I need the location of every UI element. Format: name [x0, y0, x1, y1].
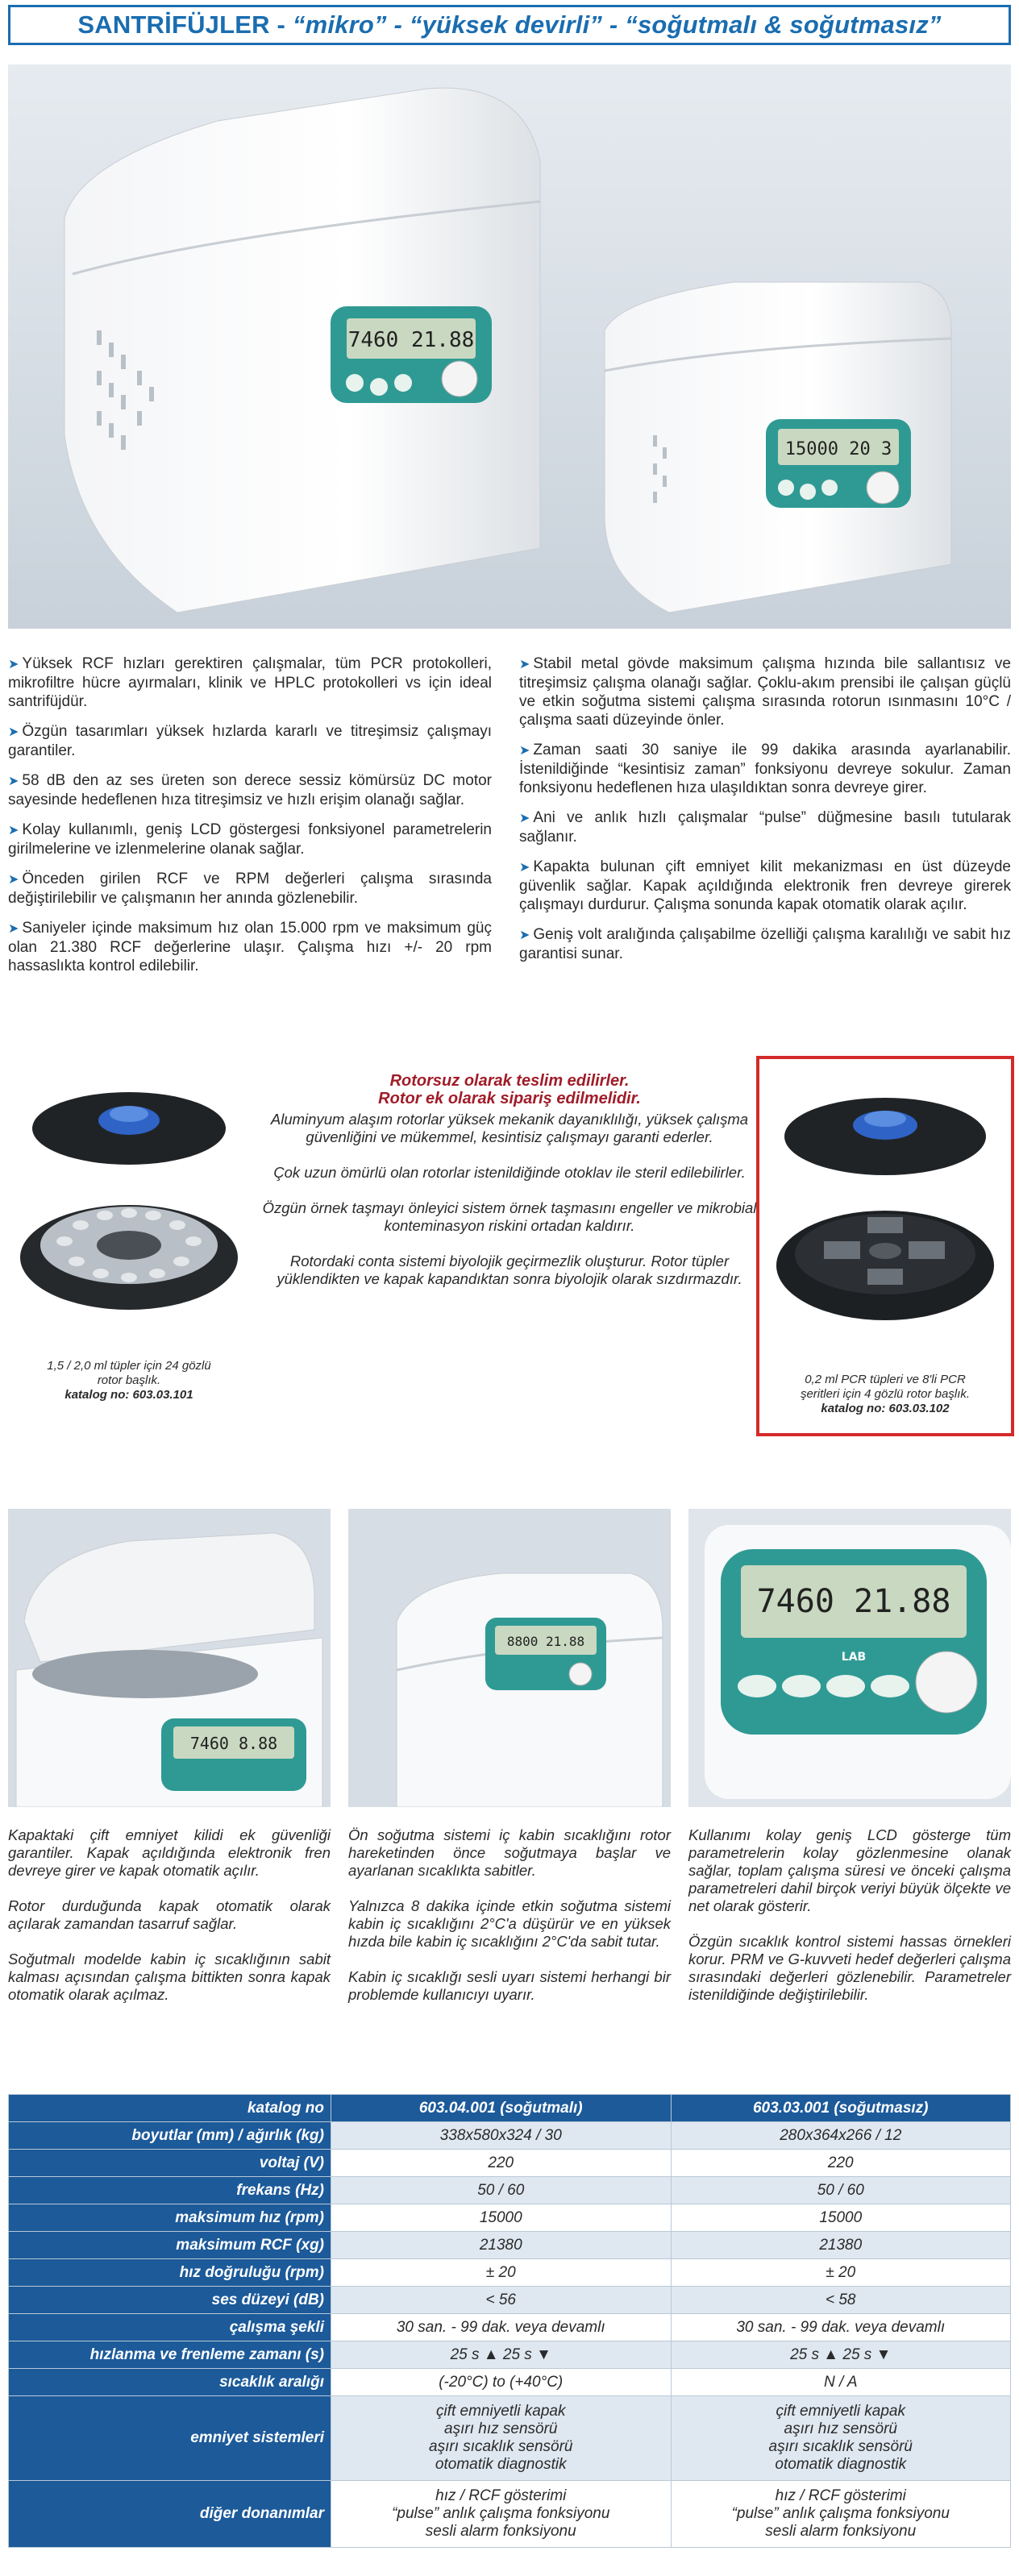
feature-paragraph — [8, 771, 492, 809]
spec-value-uncooled: 25 s ▲ 25 s ▼ — [671, 2341, 1011, 2369]
feature-text: Özgün tasarımları yüksek hızlarda kararlı ve titreşimsiz çalışmayı garantiler. — [8, 723, 492, 759]
spec-list-line: “pulse” anlık çalışma fonksiyonu — [392, 2505, 610, 2522]
spec-row — [9, 2150, 1011, 2177]
hero-lcd-small-text: 15000 20 3 — [784, 439, 892, 459]
spec-row — [9, 2259, 1011, 2287]
spec-value-cooled: (-20°C) to (+40°C) — [331, 2369, 672, 2396]
spec-table — [8, 2094, 1011, 2548]
spec-label: maksimum hız (rpm) — [9, 2204, 331, 2232]
rotor-caption-line: 1,5 / 2,0 ml tüpler için 24 gözlü — [47, 1359, 211, 1373]
feature-paragraph — [8, 654, 492, 711]
arrow-right-icon: ➤ — [519, 861, 530, 875]
arrow-right-icon: ➤ — [519, 658, 530, 671]
feature-paragraph: Ön soğutma sistemi iç kabin sıcaklığını rotor hareketinden önce soğutmaya başlar ve ayarlanan sıcaklıkta sabitler. — [348, 1826, 671, 1879]
features-left-column — [8, 654, 492, 987]
feature-paragraph — [519, 925, 1011, 963]
spec-value-cooled: 15000 — [331, 2204, 672, 2232]
feature-text-left — [8, 1826, 331, 2021]
rotor-notice-line: Rotor ek olarak sipariş edilmelidir. — [378, 1090, 641, 1107]
spec-label: çalışma şekli — [9, 2314, 331, 2341]
spec-value-cooled: 338x580x324 / 30 — [331, 2122, 672, 2150]
feature-paragraph — [519, 654, 1011, 729]
spec-value-uncooled: N / A — [671, 2369, 1011, 2396]
spec-row — [9, 2122, 1011, 2150]
lcd-mid-text: 8800 21.88 — [506, 1634, 585, 1649]
spec-value-uncooled: 21380 — [671, 2232, 1011, 2259]
rotor-notice-paragraph: Aluminyum alaşım rotorlar yüksek mekanik dayanıklılığı, yüksek çalışma güvenliğini ve mükemmel, kesintisiz çalışmayı garanti ederler. — [270, 1111, 749, 1145]
spec-list-line: aşırı hız sensörü — [784, 2420, 897, 2437]
spec-row — [9, 2204, 1011, 2232]
spec-value-uncooled: 30 san. - 99 dak. veya devamlı — [671, 2314, 1011, 2341]
feature-text: Kapakta bulunan çift emniyet kilit mekanizması en üst düzeyde güvenlik sağlar. Kapak açıldığında elektronik fren devreye girerek çalışmayı durdurur. Çalışma sonunda kapak otomatik olarak açılır. — [519, 858, 1011, 913]
feature-text: Geniş volt aralığında çalışabilme özelliği çalışma karalılığı ve sabit hız garantisi sunar. — [519, 926, 1011, 962]
feature-text: Zaman saati 30 saniye ile 99 dakika arasında ayarlanabilir. İstenildiğinde “kesintisiz zaman” fonksiyonu devreye sokulur. Zaman fonksiyonu hedeflenen hıza ulaşıldıktan sonra devreye girer. — [519, 742, 1011, 796]
feature-paragraph: Soğutmalı modelde kabin iç sıcaklığının sabit kalması açısından çalışma bittikten sonra kapak otomatik olarak açılmaz. — [8, 1951, 331, 2003]
spec-list-line: çift emniyetli kapak — [435, 2403, 566, 2420]
spec-value-cooled: < 56 — [331, 2287, 672, 2314]
spec-row — [9, 2287, 1011, 2314]
spec-list-line: sesli alarm fonksiyonu — [425, 2523, 576, 2540]
arrow-right-icon: ➤ — [8, 658, 19, 671]
arrow-right-icon: ➤ — [8, 824, 19, 837]
rotor-caption-line: rotor başlık. — [97, 1373, 161, 1387]
lid-open-photo — [8, 1509, 331, 1807]
spec-label: hız doğruluğu (rpm) — [9, 2259, 331, 2287]
hero-product-photo — [8, 64, 1011, 629]
spec-value-uncooled: 50 / 60 — [671, 2177, 1011, 2204]
rotor-notice-paragraph: Rotordaki conta sistemi biyolojik geçirmezlik oluşturur. Rotor tüpler yüklendikten ve kapak kapandıktan sonra biyolojik olarak sızdırmazdır. — [277, 1253, 742, 1287]
spec-value-cooled: 50 / 60 — [331, 2177, 672, 2204]
rotor-caption-line: 0,2 ml PCR tüpleri ve 8'li PCR — [805, 1373, 966, 1386]
spec-row — [9, 2369, 1011, 2396]
lcd-closeup-photo — [688, 1509, 1011, 1807]
lcd-brand-text: LAB — [841, 1651, 867, 1664]
spec-value-uncooled: 220 — [671, 2150, 1011, 2177]
arrow-right-icon: ➤ — [8, 775, 19, 788]
feature-text-right — [688, 1826, 1011, 2021]
spec-row — [9, 2341, 1011, 2369]
spec-label: sıcaklık aralığı — [9, 2369, 331, 2396]
feature-text-middle — [348, 1826, 671, 2021]
rotor-notice-line: Rotorsuz olarak teslim edilirler. — [389, 1072, 630, 1090]
arrow-right-icon: ➤ — [8, 922, 19, 936]
spec-value-uncooled: ± 20 — [671, 2259, 1011, 2287]
spec-value-list — [331, 2396, 672, 2481]
hero-lcd-large-text: 7460 21.88 — [347, 328, 475, 352]
spec-value-uncooled: 603.03.001 (soğutmasız) — [671, 2095, 1011, 2122]
spec-list-line: hız / RCF gösterimi — [775, 2487, 906, 2504]
spec-label: frekans (Hz) — [9, 2177, 331, 2204]
feature-paragraph — [519, 741, 1011, 797]
feature-text: Önceden girilen RCF ve RPM değerleri çalışma sırasında değiştirilebilir ve çalışmanın her anında gözlenebilir. — [8, 870, 492, 907]
spec-label: emniyet sistemleri — [9, 2396, 331, 2481]
spec-label: katalog no — [9, 2095, 331, 2122]
rotor-notice — [260, 1072, 759, 1306]
spec-list-line: otomatik diagnostik — [435, 2456, 567, 2473]
spec-label: maksimum RCF (xg) — [9, 2232, 331, 2259]
feature-text: Yüksek RCF hızları gerektiren çalışmalar, tüm PCR protokolleri, mikrofiltre hücre ayırmaları, klinik ve HPLC protokolleri vs için ideal santrifüjdür. — [8, 655, 492, 710]
lcd-open-text: 7460 8.88 — [189, 1734, 278, 1753]
spec-row-multiline — [9, 2481, 1011, 2548]
spec-value-list — [671, 2396, 1011, 2481]
rotor-catalog-number: katalog no: 603.03.102 — [821, 1402, 950, 1415]
lcd-zoom-text: 7460 21.88 — [756, 1583, 951, 1620]
arrow-right-icon: ➤ — [519, 812, 530, 825]
feature-text: Stabil metal gövde maksimum çalışma hızında bile sallantısız ve titreşimsiz çalışma olanağı sağlar. Çoklu-akım prensibi ile çalışan güçlü ve etkin soğutma sistemi çalışma sırasında rotorun ısınmasını 10°C / çalışma saati düzeyinde önler. — [519, 655, 1011, 729]
spec-list-line: aşırı sıcaklık sensörü — [768, 2438, 913, 2455]
feature-paragraph — [8, 722, 492, 760]
spec-value-cooled: 25 s ▲ 25 s ▼ — [331, 2341, 672, 2369]
rotor-caption-line: şeritleri için 4 gözlü rotor başlık. — [800, 1387, 971, 1401]
feature-paragraph — [519, 808, 1011, 846]
spec-value-cooled: 30 san. - 99 dak. veya devamlı — [331, 2314, 672, 2341]
feature-paragraph: Rotor durduğunda kapak otomatik olarak açılarak zamandan tasarruf sağlar. — [8, 1897, 331, 1932]
spec-value-list — [331, 2481, 672, 2548]
arrow-right-icon: ➤ — [8, 725, 19, 739]
feature-paragraph — [8, 821, 492, 858]
rotor-24-caption — [8, 1359, 250, 1402]
spec-value-uncooled: < 58 — [671, 2287, 1011, 2314]
spec-row — [9, 2314, 1011, 2341]
spec-label: hızlanma ve frenleme zamanı (s) — [9, 2341, 331, 2369]
rotor-catalog-number: katalog no: 603.03.101 — [64, 1388, 193, 1402]
spec-value-cooled: 603.04.001 (soğutmalı) — [331, 2095, 672, 2122]
arrow-right-icon: ➤ — [8, 873, 19, 887]
page-title: SANTRİFÜJLER - — [77, 10, 293, 39]
spec-label: diğer donanımlar — [9, 2481, 331, 2548]
cooling-photo — [348, 1509, 671, 1807]
spec-list-line: aşırı sıcaklık sensörü — [429, 2438, 573, 2455]
feature-text: Kolay kullanımlı, geniş LCD göstergesi fonksiyonel parametrelerin girilmelerine ve izlenmelerine olanak sağlar. — [8, 821, 492, 858]
feature-text: 58 dB den az ses üreten son derece sessiz kömürsüz DC motor sayesinde hedeflenen hıza titreşimsiz ve hızlı erişim olanağı sağlar. — [8, 772, 492, 808]
feature-paragraph: Kabin iç sıcaklığı sesli uyarı sistemi herhangi bir problemde kullanıcıyı uyarır. — [348, 1968, 671, 2003]
rotor-pcr-caption — [766, 1373, 1004, 1416]
feature-paragraph: Özgün sıcaklık kontrol sistemi hassas örnekleri korur. PRM ve G-kuvveti hedef değerleri çalışma sırasındaki değerleri gözlenebilir. Parametreler istenildiğinde değiştirilebilir. — [688, 1933, 1011, 2003]
feature-paragraph: Yalnızca 8 dakika içinde etkin soğutma sistemi kabin iç sıcaklığını 2°C'a düşürür ve en yüksek hızda bile kabin iç sıcaklığını 2°C'da sabit tutar. — [348, 1897, 671, 1950]
spec-label: voltaj (V) — [9, 2150, 331, 2177]
spec-list-line: sesli alarm fonksiyonu — [765, 2523, 917, 2540]
rotor-notice-paragraph: Çok uzun ömürlü olan rotorlar istenildiğinde otoklav ile steril edilebilirler. — [273, 1164, 746, 1181]
page-title-box — [8, 5, 1011, 45]
spec-label: boyutlar (mm) / ağırlık (kg) — [9, 2122, 331, 2150]
rotor-pcr-photo — [767, 1072, 1003, 1346]
spec-value-cooled: 21380 — [331, 2232, 672, 2259]
spec-value-cooled: ± 20 — [331, 2259, 672, 2287]
spec-list-line: aşırı hız sensörü — [444, 2420, 558, 2437]
feature-paragraph — [8, 919, 492, 975]
spec-list-line: otomatik diagnostik — [775, 2456, 907, 2473]
feature-paragraph: Kullanımı kolay geniş LCD gösterge tüm parametrelerin kolay gözlenmesine olanak sağlar, toplam çalışma süresi ve önceki çalışma parametreleri dahil birçok veriyi büyük ölçekte ve net olarak gösterir. — [688, 1826, 1011, 1914]
spec-row-multiline — [9, 2396, 1011, 2481]
spec-value-cooled: 220 — [331, 2150, 672, 2177]
spec-row — [9, 2232, 1011, 2259]
feature-paragraph — [8, 870, 492, 908]
feature-text: Ani ve anlık hızlı çalışmalar “pulse” düğmesine basılı tutularak sağlanır. — [519, 809, 1011, 846]
arrow-right-icon: ➤ — [519, 929, 530, 942]
feature-paragraph — [519, 858, 1011, 914]
spec-label: ses düzeyi (dB) — [9, 2287, 331, 2314]
spec-row — [9, 2177, 1011, 2204]
spec-list-line: “pulse” anlık çalışma fonksiyonu — [731, 2505, 950, 2522]
spec-value-uncooled: 280x364x266 / 12 — [671, 2122, 1011, 2150]
feature-paragraph: Kapaktaki çift emniyet kilidi ek güvenliği garantiler. Kapak açıldığında elektronik fren devreye girer ve kapak otomatik açılır. — [8, 1826, 331, 1879]
rotor-notice-paragraph: Özgün örnek taşmayı önleyici sistem örnek taşmasını engeller ve mikrobial konteminasyon riskini ortadan kaldırır. — [262, 1199, 757, 1234]
spec-row — [9, 2095, 1011, 2122]
features-right-column — [519, 654, 1011, 974]
page-subtitle: “mikro” - “yüksek devirli” - “soğutmalı & soğutmasız” — [292, 10, 942, 39]
rotor-24-photo — [8, 1072, 250, 1346]
spec-list-line: çift emniyetli kapak — [776, 2403, 905, 2420]
arrow-right-icon: ➤ — [519, 744, 530, 758]
spec-value-list — [671, 2481, 1011, 2548]
spec-list-line: hız / RCF gösterimi — [435, 2487, 567, 2504]
feature-text: Saniyeler içinde maksimum hız olan 15.000 rpm ve maksimum güç olan 21.380 RCF değerlerine ulaşır. Çalışma hızı +/- 20 rpm hassaslıkta kontrol edilebilir. — [8, 920, 492, 974]
spec-value-uncooled: 15000 — [671, 2204, 1011, 2232]
